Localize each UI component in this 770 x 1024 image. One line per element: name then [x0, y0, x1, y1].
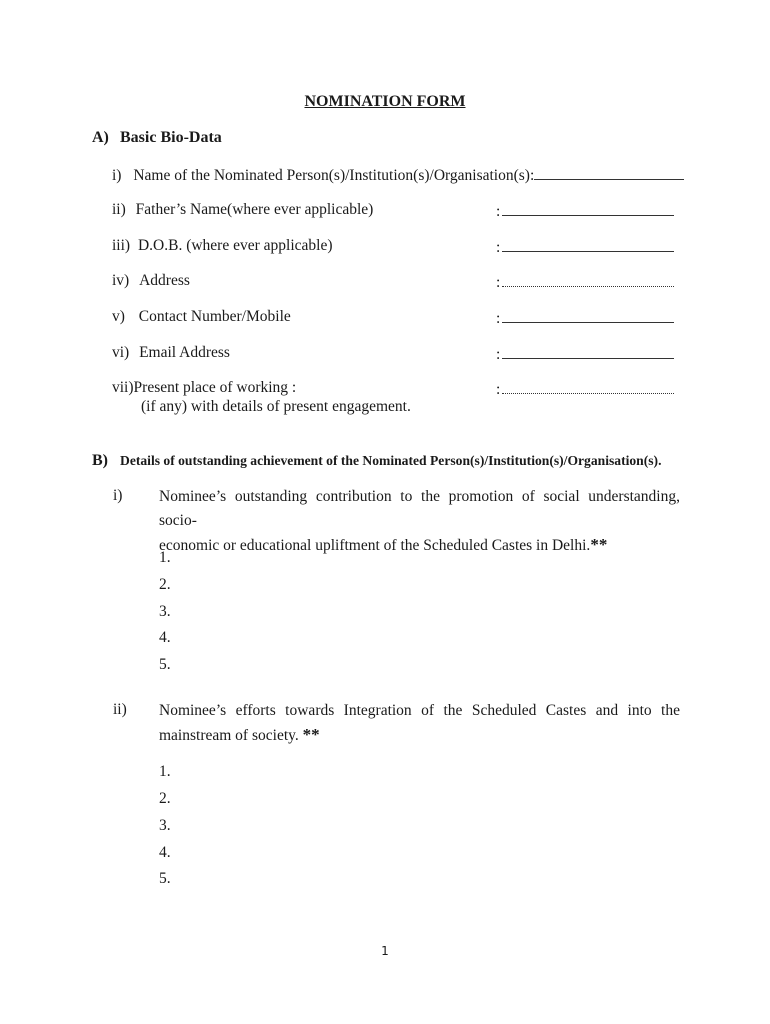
field-email-label: Email Address	[139, 344, 230, 361]
list-item: 5.	[159, 656, 171, 673]
field-email-row	[112, 344, 230, 362]
list-item: 2.	[159, 576, 171, 593]
answer-line[interactable]	[502, 379, 674, 394]
field-father-name-label: Father’s Name(where ever applicable)	[135, 201, 374, 218]
answer-line[interactable]	[502, 237, 674, 252]
colon: :	[496, 239, 501, 256]
item-i-line2	[159, 533, 680, 558]
colon: :	[496, 381, 501, 398]
field-contact-row	[112, 308, 291, 326]
list-item: 4.	[159, 629, 171, 646]
section-b-letter: B)	[92, 452, 108, 469]
field-father-name-row	[112, 201, 373, 219]
field-workplace-note: (if any) with details of present engagement.	[141, 398, 411, 415]
page-number: 1	[381, 944, 389, 958]
field-workplace-label: Present place of working :	[133, 379, 297, 396]
field-father-name-blank[interactable]	[496, 201, 674, 221]
item-ii-line2-text: mainstream of society.	[159, 727, 299, 744]
answer-line[interactable]	[502, 308, 674, 323]
field-workplace-blank[interactable]	[496, 379, 674, 399]
item-i-line2-text: economic or educational upliftment of the Scheduled Castes in Delhi.	[159, 537, 591, 554]
list-item: 5.	[159, 870, 171, 887]
answer-line[interactable]	[502, 344, 674, 359]
field-contact-label: Contact Number/Mobile	[138, 308, 291, 325]
colon: :	[496, 203, 501, 220]
field-name-row	[112, 165, 684, 185]
field-name-label: Name of the Nominated Person(s)/Institution(s)/Organisation(s):	[133, 167, 535, 184]
item-ii-line1: Nominee’s efforts towards Integration of the Scheduled Castes and into the	[159, 702, 680, 719]
item-ii-marker: **	[302, 725, 320, 744]
list-item: 1.	[159, 549, 171, 566]
list-item: 3.	[159, 817, 171, 834]
list-item: 2.	[159, 790, 171, 807]
section-b-title: Details of outstanding achievement of the Nominated Person(s)/Institution(s)/Organisation(s).	[120, 453, 662, 468]
field-email-number: vi)	[112, 344, 130, 361]
field-name-number: i)	[112, 167, 122, 184]
field-father-name-number: ii)	[112, 201, 126, 218]
field-name-blank[interactable]	[534, 165, 684, 180]
answer-line[interactable]	[502, 201, 674, 216]
section-a-title: Basic Bio-Data	[120, 129, 222, 146]
answer-line[interactable]	[502, 272, 674, 287]
field-address-number: iv)	[112, 272, 130, 289]
field-address-row	[112, 272, 190, 290]
list-item: 1.	[159, 763, 171, 780]
field-contact-blank[interactable]	[496, 308, 674, 328]
field-dob-row	[112, 237, 333, 255]
field-dob-label: D.O.B. (where ever applicable)	[137, 237, 333, 254]
item-i-text	[159, 485, 680, 558]
item-ii-number: ii)	[113, 701, 127, 718]
list-item: 4.	[159, 844, 171, 861]
field-dob-number: iii)	[112, 237, 131, 254]
field-workplace-row	[112, 379, 296, 397]
field-dob-blank[interactable]	[496, 237, 674, 257]
section-b-heading	[92, 452, 661, 470]
section-a-letter: A)	[92, 129, 109, 146]
field-email-blank[interactable]	[496, 344, 674, 364]
colon: :	[496, 310, 501, 327]
field-address-label: Address	[139, 272, 190, 289]
field-address-blank[interactable]	[496, 272, 674, 292]
list-item: 3.	[159, 603, 171, 620]
colon: :	[496, 274, 501, 291]
item-ii-line2	[159, 723, 680, 748]
item-i-line1: Nominee’s outstanding contribution to the promotion of social understanding, socio-	[159, 488, 680, 529]
item-i-number: i)	[113, 487, 123, 504]
page-title: NOMINATION FORM	[304, 93, 466, 110]
item-i-marker: **	[590, 535, 608, 554]
field-workplace-number: vii)	[112, 379, 134, 396]
colon: :	[496, 346, 501, 363]
section-a-heading	[92, 129, 222, 147]
item-ii-text	[159, 699, 680, 748]
field-contact-number: v)	[112, 308, 125, 325]
